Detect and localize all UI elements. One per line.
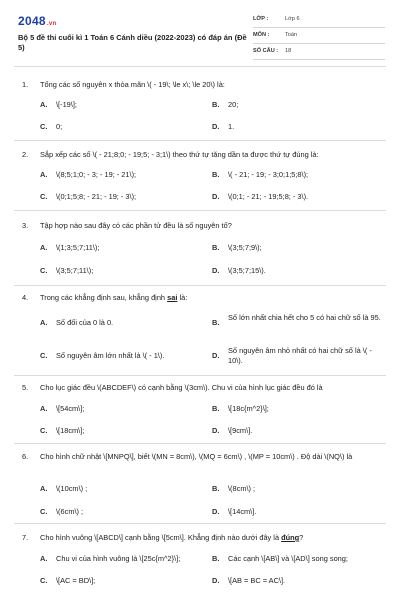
option-letter: A. [40,484,48,493]
option-letter: C. [40,507,48,516]
question-number: 2. [22,150,29,159]
option-letter: A. [40,318,48,327]
option-text: \[18cm\]; [56,426,85,435]
option-letter: C. [40,576,48,585]
question-text [40,293,385,303]
brand-name: 2048 [18,14,46,28]
question-number: 6. [22,452,29,461]
option-letter: C. [40,426,48,435]
divider [14,523,386,524]
option-letter: C. [40,266,48,275]
option-text: Chu vi của hình vuông là \[25c{m^2}\]; [56,554,181,563]
question-text: Cho lục giác đều \(ABCDEF\) có cạnh bằng \(3cm\). Chu vi của hình lục giác đều đó là [40,383,323,392]
meta-value: Toán [285,32,298,38]
option-letter: C. [40,351,48,360]
option-letter: D. [212,576,220,585]
option-text: \(10cm\) ; [56,484,88,493]
divider [14,443,386,444]
option-text: \[9cm\]. [228,426,253,435]
option-letter: A. [40,170,48,179]
option-letter: C. [40,192,48,201]
option-text: Các cạnh \[AB\] và \[AD\] song song; [228,554,348,563]
question-text: Sắp xếp các số \( - 21;8;0; - 19;5; - 3;1\) theo thứ tự tăng dần ta được thứ tự đúng là: [40,150,319,159]
option-text: \(1;3;5;7;11\); [56,243,100,252]
brand-suffix: .vn [46,21,57,27]
option-text: \(6cm\) ; [56,507,84,516]
option-text: \(3;5;7;15\). [228,266,266,275]
option-text: 20; [228,100,239,109]
option-text: 1. [228,122,235,131]
question-text: Tập hợp nào sau đây có các phần tử đều là số nguyên tố? [40,221,232,230]
question-number: 1. [22,80,29,89]
option-letter: C. [40,122,48,131]
question-text-before: Trong các khẳng định sau, khẳng định [40,293,168,302]
question-text: Tổng các số nguyên x thỏa mãn \( - 19\; \le x\; \le 20\) là: [40,80,225,89]
option-text: \[14cm\]. [228,507,257,516]
option-letter: A. [40,100,48,109]
document-title: Bộ 5 đề thi cuối kì 1 Toán 6 Cánh diều (2022-2023) có đáp án (Đề 5) [18,33,247,52]
option-text: \[18c{m^2}\]; [228,404,269,413]
option-text: \(8;5;1;0; - 3; - 19; - 21\); [56,170,137,179]
divider [14,285,386,286]
option-text: \[54cm\]; [56,404,85,413]
meta-value: Lớp 6 [285,16,300,22]
option-text: \[AC = BD\]; [56,576,96,585]
question-text-before: Cho hình vuông \[ABCD\] cạnh bằng \[5cm\]. Khẳng định nào dưới đây là [40,533,282,542]
meta-label: LỚP : [253,16,269,22]
option-letter: A. [40,554,48,563]
meta-row-subject [253,28,385,44]
option-text: \( - 21; - 19; - 3;0;1;5;8\); [228,170,309,179]
option-letter: B. [212,554,220,563]
option-text: \[AB = BC = AC\]. [228,576,286,585]
meta-panel [253,12,385,60]
question-number: 4. [22,293,29,302]
header [0,0,400,66]
meta-row-class [253,12,385,28]
option-letter: D. [212,266,220,275]
question-text-after: ? [299,533,304,542]
option-text: Số nguyên âm nhỏ nhất có hai chữ số là \( - 10\). [228,346,372,365]
meta-value: 18 [285,48,292,54]
option-text: \[-19\]; [56,100,77,109]
option-text: \(3;5;7;11\); [56,266,94,275]
option-letter: D. [212,351,220,360]
option-text: Số nguyên âm lớn nhất là \( - 1\). [56,351,165,360]
question-text-after: là: [177,293,188,302]
option-letter: D. [212,192,220,201]
option-text: Số lớn nhất chia hết cho 5 có hai chữ số là 95. [228,313,381,322]
option-letter: A. [40,243,48,252]
option-text: \(8cm\) ; [228,484,256,493]
option-letter: D. [212,507,220,516]
option-letter: B. [212,100,220,109]
question-text [40,533,385,543]
brand-logo[interactable] [18,14,56,28]
option-text: \(0;1; - 21; - 19;5;8; - 3\). [228,192,309,201]
option-letter: D. [212,122,220,131]
option-text: \(3;5;7;9\); [228,243,262,252]
option-letter: B. [212,318,220,327]
divider [14,210,386,211]
option-letter: B. [212,484,220,493]
question-number: 3. [22,221,29,230]
question-number: 7. [22,533,29,542]
question-number: 5. [22,383,29,392]
option-letter: A. [40,404,48,413]
option-letter: B. [212,404,220,413]
question-text: Cho hình chữ nhật \[MNPQ\], biết \(MN = 8cm\), \(MQ = 6cm\) , \(MP = 10cm\) . Độ dài \(NQ\) là [40,452,353,461]
option-text: \(0;1;5;8; - 21; - 19; - 3\); [56,192,137,201]
question-text-emphasis: đúng [281,533,300,542]
option-letter: B. [212,170,220,179]
meta-row-count [253,44,385,60]
divider [14,140,386,141]
option-letter: D. [212,426,220,435]
meta-label: SỐ CÂU : [253,48,279,54]
meta-label: MÔN : [253,32,270,38]
option-text: Số đối của 0 là 0. [56,318,114,327]
option-letter: B. [212,243,220,252]
question-text-emphasis: sai [167,293,178,302]
divider [14,375,386,376]
divider [14,66,386,67]
option-text: 0; [56,122,63,131]
